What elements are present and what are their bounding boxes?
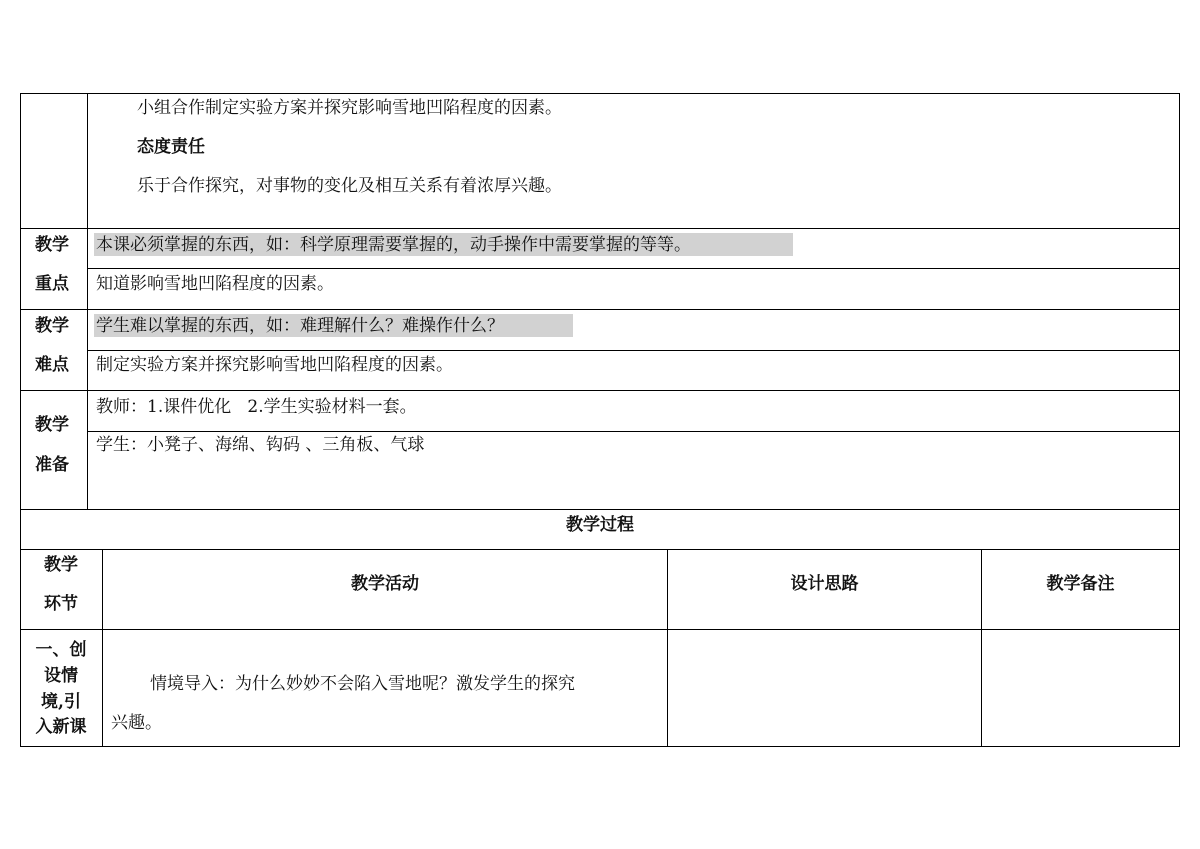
preparation-teacher: 教师：1.课件优化 2.学生实验材料一套。	[96, 397, 417, 417]
difficult-points-label-2: 难点	[35, 355, 69, 375]
header-stage-1: 教学	[44, 555, 78, 575]
key-points-content: 知道影响雪地凹陷程度的因素。	[96, 274, 334, 294]
header-stage-2: 环节	[44, 594, 78, 614]
activity-line-1: 情境导入：为什么妙妙不会陷入雪地呢？激发学生的探究	[150, 674, 575, 694]
preparation-label-2: 准备	[35, 455, 69, 475]
preparation-students: 学生：小凳子、海绵、钩码 、三角板、气球	[96, 435, 425, 455]
objectives-line-2: 乐于合作探究，对事物的变化及相互关系有着浓厚兴趣。	[137, 176, 562, 196]
stage-line-4: 入新课	[35, 717, 87, 737]
preparation-label-1: 教学	[35, 415, 69, 435]
objectives-line-1: 小组合作制定实验方案并探究影响雪地凹陷程度的因素。	[137, 98, 562, 118]
key-points-label-2: 重点	[35, 274, 69, 294]
stage-line-3: 境,引	[41, 692, 81, 712]
attitude-heading: 态度责任	[137, 137, 205, 157]
key-points-label-1: 教学	[35, 235, 69, 255]
difficult-points-content: 制定实验方案并探究影响雪地凹陷程度的因素。	[96, 355, 453, 375]
stage-line-2: 设情	[44, 666, 78, 686]
stage-line-1: 一、创	[35, 640, 87, 660]
process-title: 教学过程	[566, 515, 634, 535]
key-points-hint: 本课必须掌握的东西，如：科学原理需要掌握的，动手操作中需要掌握的等等。	[96, 235, 691, 255]
header-design: 设计思路	[790, 574, 859, 594]
difficult-points-label-1: 教学	[35, 316, 69, 336]
activity-line-2: 兴趣。	[111, 713, 162, 733]
difficult-points-hint: 学生难以掌握的东西，如：难理解什么？难操作什么？	[96, 316, 504, 336]
header-notes: 教学备注	[1046, 574, 1115, 594]
header-activity: 教学活动	[351, 574, 419, 594]
